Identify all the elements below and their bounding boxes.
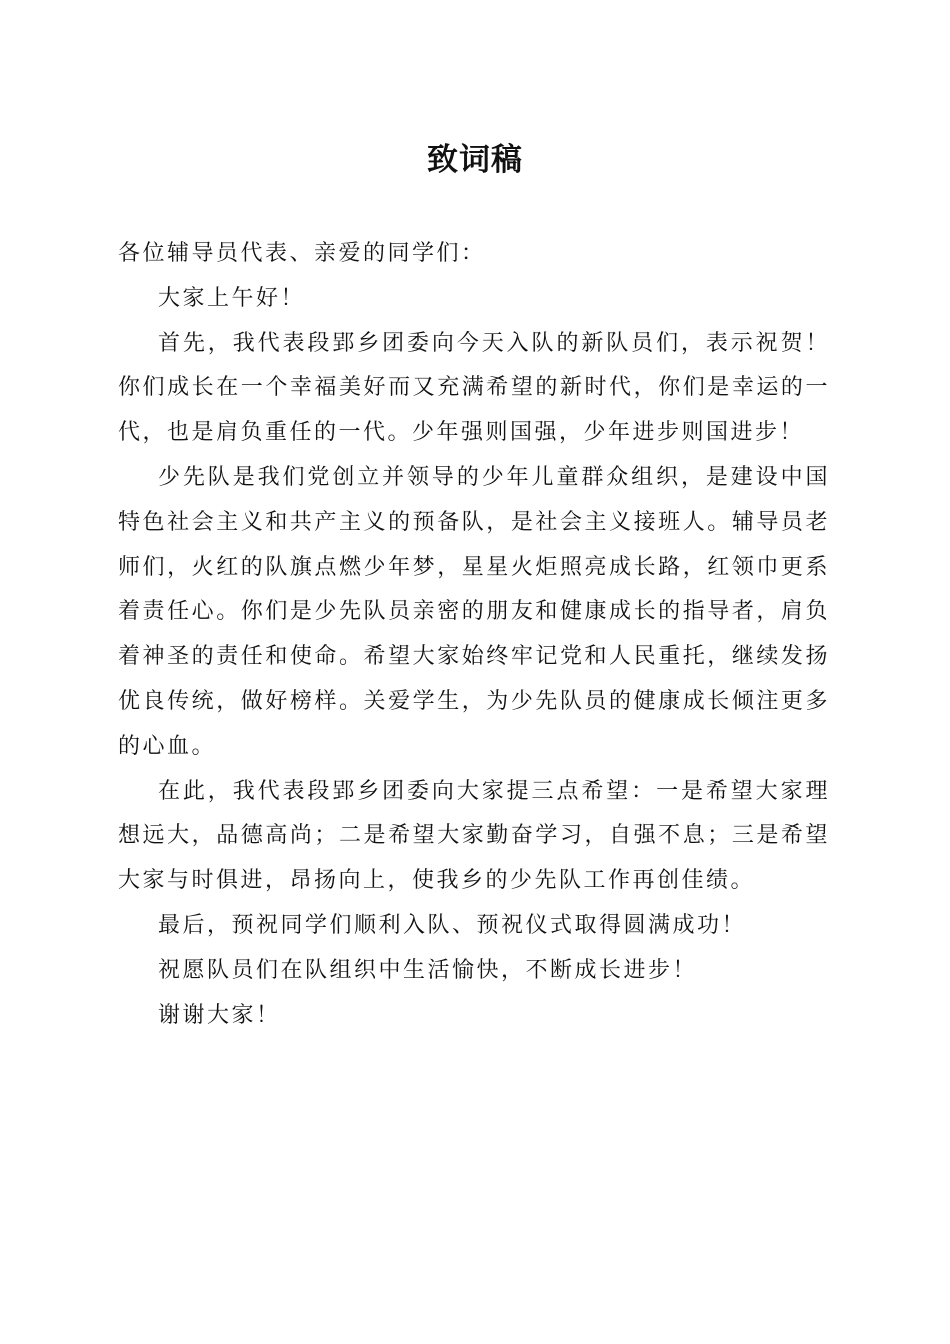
- salutation: 各位辅导员代表、亲爱的同学们：: [118, 241, 486, 266]
- paragraph-greeting: 大家上午好！: [158, 285, 306, 311]
- document-body: [118, 232, 830, 1038]
- paragraph-congratulations: 首先，我代表段郢乡团委向今天入队的新队员们，表示祝贺！你们成长在一个幸福美好而又充满希望的新时代，你们是幸运的一代，也是肩负重任的一代。少年强则国强，少年进步则国进步！: [118, 330, 830, 446]
- paragraph-young-pioneers: 少先队是我们党创立并领导的少年儿童群众组织，是建设中国特色社会主义和共产主义的预备队，是社会主义接班人。辅导员老师们，火红的队旗点燃少年梦，星星火炬照亮成长路，红领巾更系着责任心。你们是少先队员亲密的朋友和健康成长的指导者，肩负着神圣的责任和使命。希望大家始终牢记党和人民重托，继续发扬优良传统，做好榜样。关爱学生，为少先队员的健康成长倾注更多的心血。: [118, 464, 830, 759]
- paragraph-three-hopes: 在此，我代表段郢乡团委向大家提三点希望：一是希望大家理想远大，品德高尚；二是希望大家勤奋学习，自强不息；三是希望大家与时俱进，昂扬向上，使我乡的少先队工作再创佳绩。: [118, 778, 830, 894]
- paragraph-thanks: 谢谢大家！: [158, 1002, 281, 1028]
- paragraph-wishes-ceremony: 最后，预祝同学们顺利入队、预祝仪式取得圆满成功！: [158, 912, 747, 938]
- paragraph-wishes-members: 祝愿队员们在队组织中生活愉快，不断成长进步！: [158, 957, 698, 983]
- document-title: 致词稿: [427, 142, 523, 178]
